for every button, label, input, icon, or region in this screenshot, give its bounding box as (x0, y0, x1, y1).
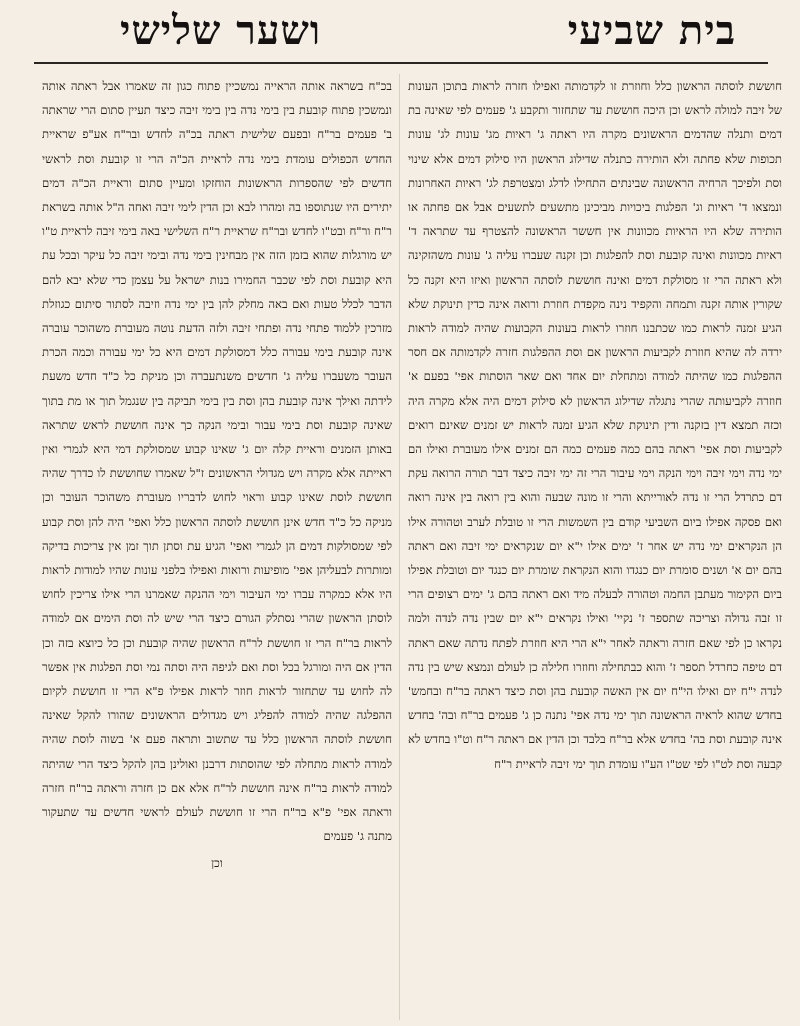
running-head-left: ושער שלישי (120, 7, 322, 54)
column-gutter (399, 74, 400, 1020)
text-column-right (408, 74, 782, 1022)
catchword: וכן (211, 855, 223, 870)
text-column-left (42, 74, 392, 1022)
paragraph: חוששת לוסתה הראשון כלל וחוזרת זו לקדמותה ואפילו חזרה לראות בתוכן העונות של זיבה למולה לראש וכן היכה חוששת עד שתחזור ותקבע ג' פעמים לפי שאינה בת דמים ותנלה שהדמים הראשונים מקרה היו ראתה ג' ראיות מג' עונות לג' עונות תכופות שלא פחתה ולא הותירה כתנלה שדילוג הראשון היו סילוק דמים אלא שינוי וסת ולפיכך הרחיה הראשונה שבינתים התחילו לדלג ומצטרפת לג' ראיות האחרונות ונמצאו ד' ראיות וג' הפלגות ביכויות מביכינן מתשעים לתשעים אבל אם פחתה או הותירה שלא היו הראיות מכוונות אין חששר הראשונה להצטרף עד שתראה ד' ראיות מכוונות ואינה קובעת וסת להפלגות וכן זקנה שעברו עליה ג' עונות משהזקינה ולא ראתה הרי זו מסולקת דמים ואינה חוששת לוסתה הראשון ואיזו היא זקנה כל שקורין אותה זקנה ותמחה והקפיד נינה מקפדת חוזרת ורואה אינה כדין תינוקת שלא הגיע זמנה לראות כמו שכתבנו חוזרו לראות בעונות הקבועות שהיה למודה לראות ירדה לה שהיא חוזרת לקביעות הראשון אם וסת ההפלגות חזרה לקדמותה אם חסר ההפלגות כמו שהיתה למודה ומתחלת יום אחד ואם שאר הוסתות אפי' בפעם א' חוזרה לקביעותה שהרי נתגלה שדילוג הראשון לא סילוק דמים היה אלא מקרה היה וכזה תמצא דין בזקנה ודין תינוקת שלא הגיע זמנה לראות יש זמנים שאינם רואים לקביעות וסת אפי' ראתה בהם כמה פעמים כמה הם זמנים אילו מעוברת ואילו הם ימי נדה וימי זיבה וימי הנקה וימי עיבור הרי זה ימי זיבה כיצד דבר תורה הרואה עקת דם כתרדל הרי זו נדה לאורייתא והרי זו מונה שבעה והוא בין רואה בין אינה רואה ואם פסקה אפילו ביום השביעי קודם בין השמשות הרי זו טובלת לערב וטהורה אילו הן הנקראים ימי נדה יש אחר ז' ימים אילו י"א יום שנקראים ימי זיבה ואם ראתה בהם יום א' ושנים סומרת יום כנגדו והוא הנקראת שומרת יום כנגד יום וטובלת אפילו ביום הקימור מעתבן החמה וטהורה לבעלה מיד ואם ראתה בהם ג' ימים רצופים הרי זו זבה גדולה וצריכה שתספר ז' נקיי' ואילו נקראים י"א יום שבין נדה לנדה ולמה נקראו כן לפי שאם חזרה וראתה לאחר י"א הרי היא חוזרת לפתח נדתה שאם ראתה דם טיפה כחרדל תספר ז' והוא כבתחילה וחוזרו חלילה כן לעולם ונמצא שיש בין נדה לנדה י"ח יום ואילו הי"ח יום אין האשה קובעת בהן וסת כיצד ראתה בר"ח ובחמש' בחדש שהוא לראיה הראשונה תוך ימי נדה אפי' נתנה כן ג' פעמים בר"ח ובה' בחדש אינה קובעת וסת בה' בחדש אלא בר"ח בלבד וכן הדין אם ראתה ר"ח וט"ו בחדש לא קבעה וסת לט"ו לפי שט"ו הע"ו עומדת תוך ימי זיבה לראיית ר"ח (408, 79, 782, 771)
running-header (0, 4, 800, 60)
running-head-right: בית שביעי (567, 7, 736, 54)
header-rule (34, 62, 768, 64)
paragraph: בכ"ח בשראה אותה הראייה נמשכיין פתוח כגון זה שאמרו אבל ראתה אותה ונמשכין פתוח קובעת בין בימי נדה בין בימי זיבה כיצד תעיין סתום הרי שראתה ב' פעמים בר"ח ובפעם שלישית ראתה בכ"ה לחדש ובר"ח אע"פ שראיית החדש הכפולים עומדת בימי נדה לראיית הכ"ה הרי זו קובעת וסת לראשי חדשים לפי שהספרות הראשונות הוחזקו ומעיין סתום וראיית הכ"ה דמים יתירים היו שנתוספו בה ומהרו לבא וכן הדין לימי זיבה ואחה ה"ל אותה בשראת ר"ח ור"ח ובט"ו לחדש ובר"ח שראיית ר"ח השלישי באה בימי זיבה לראיית ט"ו יש מורגלות שהוא בזמן הזה אין מבחינין בימי נדה ובימי זיבה כל עיקר ובכל עת היא קובעת וסת לפי שכבר החמירו בנות ישראל על עצמן כדי שלא יבא להם הדבר לכלל טעות ואם באה מחלק להן בין ימי נדה וזיבה לסתור סיתום כגוזלת מזרכין ללמוד פתחי נדה ופתחי זיבה ולזה הדעת נוטה מעוברת משהוכר עוברה אינה קובעת בימי עבורה כלל דמסולקת דמים היא כל ימי עבורה וכמה הכרת העובר משעברו עליה ג' חדשים משנתעברה וכן מניקת כל כ"ד חדש משעת לידתה ואילך אינה קובעת בהן וסת בין בימי תביקה בין שנגמל תוך או מת בתוך שאינה קובעת וסת בימי עבור ובימי הנקה כך אינה חוששת לראש שתראה באותן הזמנים וראיית קלה יום ג' שאינו קבוע שמסולקת דמי היא לגמרי ואין ראייתה אלא מקרה ויש מגדולי הראשונים ז"ל שאמרו שחוששת לו כדרך שהיה חוששת לוסת שאינו קבוע וראוי לחוש לדבריו מעוברת משהוכר העובר וכן מניקה כל כ"ד חדש אינן חוששת לוסתה הראשון כלל ואפי' היה להן וסת קבוע לפי שמסולקות דמים הן לגמרי ואפי' הגיע עת וסתן תוך זמן אין צריכות בדיקה ומותרות לבעליהן אפי' מופיעות ורואות ואפילו בלפני עונות שהיו למודות לראות היו אלא כמקרה עברו ימי העיבור וימי ההנקה שאמרנו הרי אילו צריכין לחוש לוסתן הראשון שהרי נסתלק הגורם כיצד הרי שיש לה וסת הימים אם למודה לראות בר"ח הרי זו חוששת לר"ח הראשון שהיה קובעת וכן כל כיוצא בזה וכן הדין אם היה ומורגל בכל וסת ואם לגיפה היה וסתה נמי וסת הפלגות אין אפשר לה לחוש עד שתחזור לראות חוזר לראות אפילו פ"א הרי זו חוששת לקיום ההפלגה שהיה למודה להפליג ויש מגדולים הראשונים שהורו להקל שאינה חוששת לוסתה הראשון כלל עד שתשוב ותראה פעם א' בשוה לוסת שהיה למודה לראות מתחלה לפי שהוסתות דרבנן ואולינן בהן להקל כיצד הרי שהיתה למודה לראות בר"ח אינה חוששת לר"ח אלא אם כן חזרה וראתה בר"ח חזרה וראתה אפי' פ"א בר"ח הרי זו חוששת לעולם לראשי חדשים עד שתעקור מתנה ג' פעמים (42, 79, 392, 844)
